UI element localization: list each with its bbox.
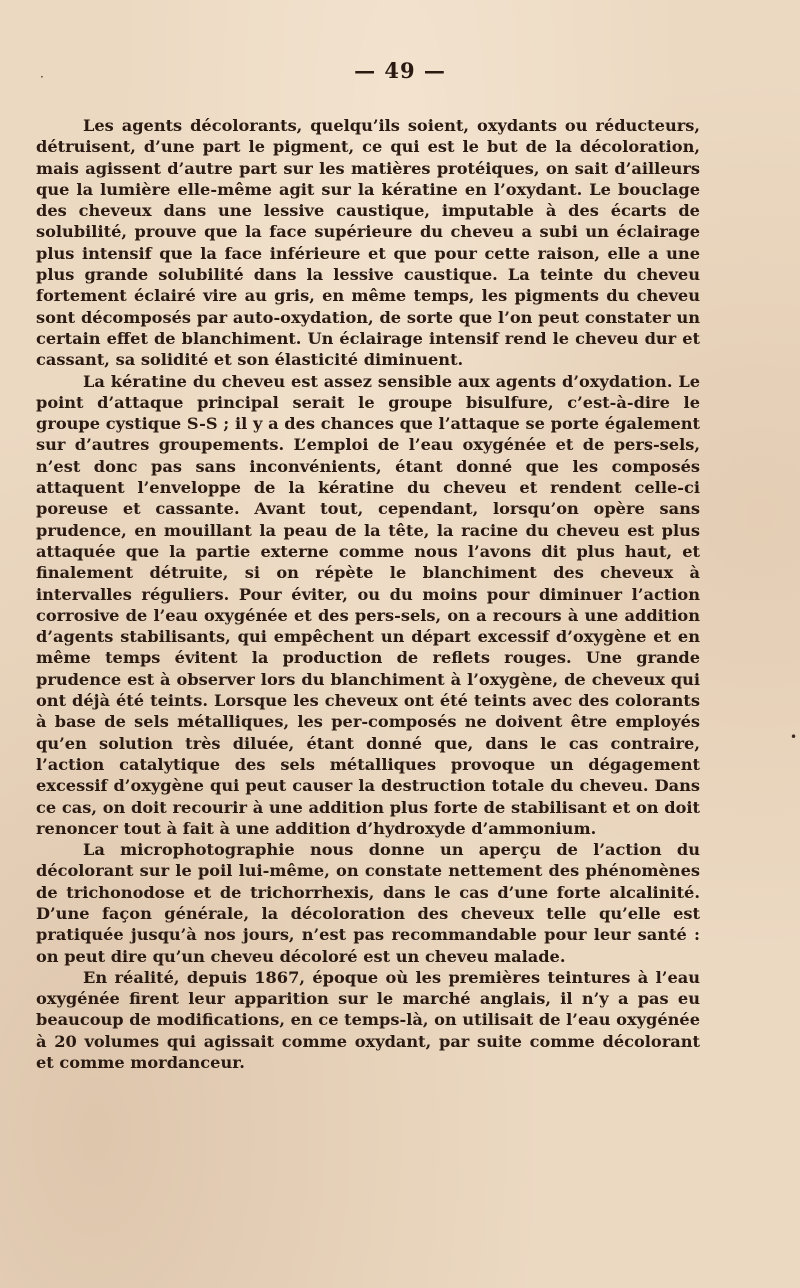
page-number: — 49 — bbox=[354, 58, 446, 83]
margin-dot: · bbox=[40, 70, 44, 84]
margin-dot: • bbox=[790, 730, 798, 744]
paragraph: La microphotographie nous donne un aperçu de l’action du décolorant sur le poil lui-même, on constate nettement des phénomènes de trichonodose et de trichorrhexis, dans le cas d’une forte alcalinité. D’une façon générale, la décoloration des cheveux telle qu’elle est pratiquée jusqu’à nos jours, n’est pas recommandable pour leur santé : on peut dire qu’un cheveu décoloré est un cheveu malade. bbox=[36, 840, 700, 966]
paragraph: La kératine du cheveu est assez sensible aux agents d’oxydation. Le point d’attaque principal serait le groupe bisulfure, c’est-à-dire le groupe cystique S-S ; il y a des chances que l’attaque se porte également sur d’autres groupements. L’emploi de l’eau oxygénée et de pers-sels, n’est donc pas sans inconvénients, étant donné que les composés attaquent l’enveloppe de la kératine du cheveu et rendent celle-ci poreuse et cassante. Avant tout, cependant, lorsqu’on opère sans prudence, en mouillant la peau de la tête, la racine du cheveu est plus attaquée que la partie externe comme nous l’avons dit plus haut, et finalement détruite, si on répète le blanchiment des cheveux à intervalles réguliers. Pour éviter, ou du moins pour diminuer l’action corrosive de l’eau oxygénée et des pers-sels, on a recours à une addition d’agents stabilisants, qui empêchent un départ excessif d’oxygène et en même temps évitent la production de reflets rouges. Une grande prudence est à observer lors du blanchiment à l’oxygène, de cheveux qui ont déjà été teints. Lorsque les cheveux ont été teints avec des colorants à base de sels métalliques, les per-composés ne doivent être employés qu’en solution très diluée, étant donné que, dans le cas contraire, l’action catalytique des sels métalliques provoque un dégagement excessif d’oxygène qui peut causer la destruction totale du cheveu. Dans ce cas, on doit recourir à une addition plus forte de stabilisant et on doit renoncer tout à fait à une addition d’hydroxyde d’ammonium. bbox=[36, 371, 700, 838]
paragraph: En réalité, depuis 1867, époque où les premières teintures à l’eau oxygénée firent leur apparition sur le marché anglais, il n’y a pas eu beaucoup de modifications, en ce temps-là, on utilisait de l’eau oxygénée à 20 volumes qui agissait comme oxydant, par suite comme décolorant et comme mordanceur. bbox=[36, 967, 700, 1073]
body-text bbox=[36, 115, 700, 1073]
paragraph: Les agents décolorants, quelqu’ils soient, oxydants ou réducteurs, détruisent, d’une part le pigment, ce qui est le but de la décoloration, mais agissent d’autre part sur les matières protéiques, on sait d’ailleurs que la lumière elle-même agit sur la kératine en l’oxydant. Le bouclage des cheveux dans une lessive caustique, imputable à des écarts de solubilité, prouve que la face supérieure du cheveu a subi un éclairage plus intensif que la face inférieure et que pour cette raison, elle a une plus grande solubilité dans la lessive caustique. La teinte du cheveu fortement éclairé vire au gris, en même temps, les pigments du cheveu sont décomposés par auto-oxydation, de sorte que l’on peut constater un certain effet de blanchiment. Un éclairage intensif rend le cheveu dur et cassant, sa solidité et son élasticité diminuent. bbox=[36, 116, 700, 370]
